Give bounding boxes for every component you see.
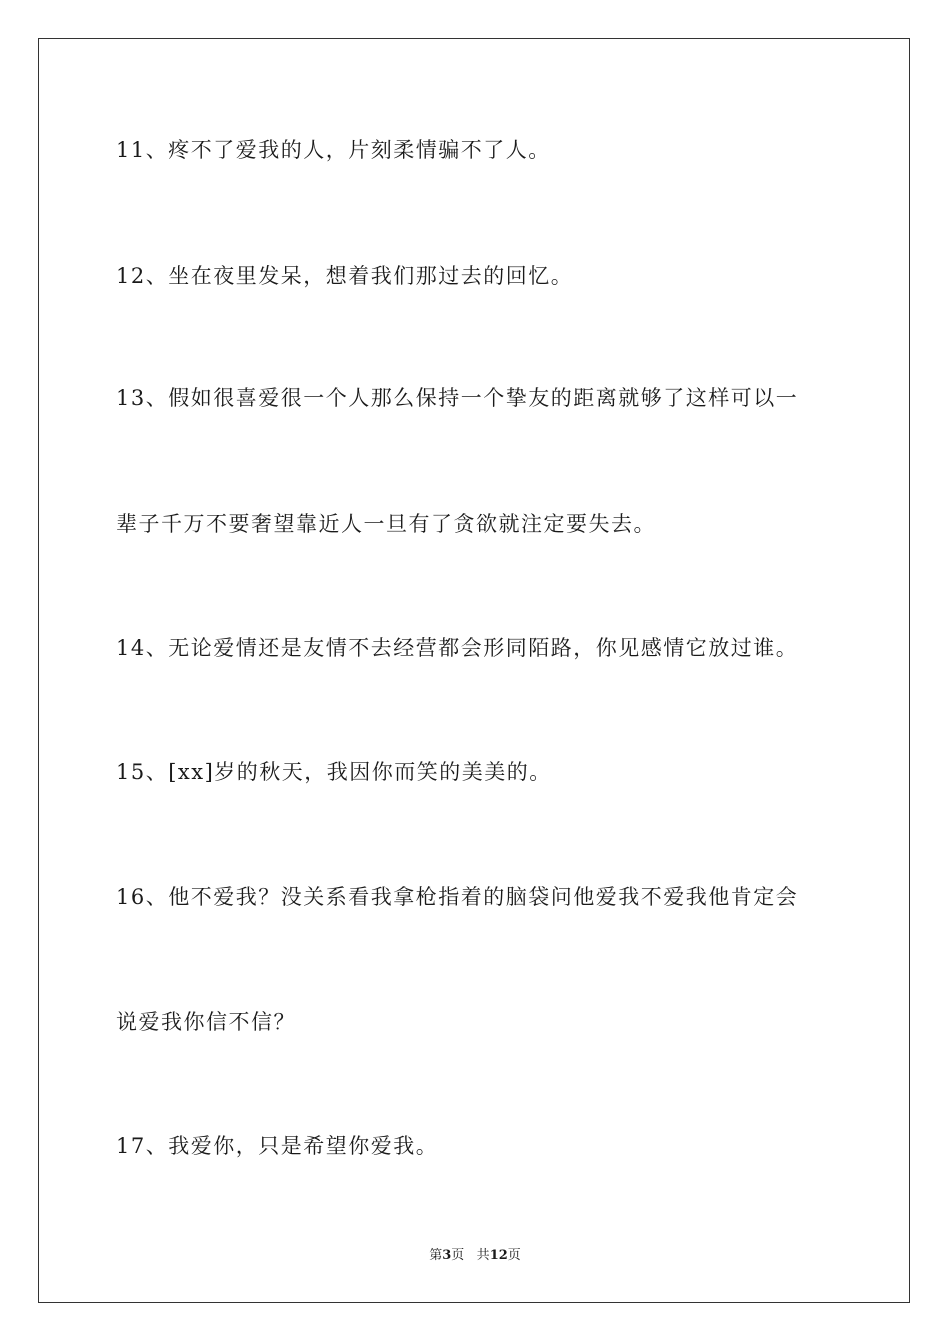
total-pages: 12	[489, 1248, 508, 1263]
text-line-16a: 16、他不爱我？没关系看我拿枪指着的脑袋问他爱我不爱我他肯定会	[116, 885, 799, 909]
text-line-15: 15、[xx]岁的秋天，我因你而笑的美美的。	[116, 760, 552, 784]
page-footer	[0, 1247, 950, 1265]
page-number: 3	[442, 1248, 452, 1263]
total-suffix: 页	[507, 1248, 521, 1263]
page-border	[38, 38, 910, 1303]
text-line-11: 11、疼不了爱我的人，片刻柔情骗不了人。	[116, 138, 551, 162]
text-line-13b: 辈子千万不要奢望靠近人一旦有了贪欲就注定要失去。	[116, 512, 656, 536]
text-line-17: 17、我爱你，只是希望你爱我。	[116, 1134, 439, 1158]
page-prefix: 第	[429, 1248, 443, 1263]
page-suffix: 页	[451, 1248, 465, 1263]
text-line-14: 14、无论爱情还是友情不去经营都会形同陌路，你见感情它放过谁。	[116, 636, 799, 660]
total-prefix: 共	[476, 1248, 490, 1263]
text-line-12: 12、坐在夜里发呆，想着我们那过去的回忆。	[116, 264, 574, 288]
text-line-16b: 说爱我你信不信？	[116, 1010, 296, 1034]
text-line-13a: 13、假如很喜爱很一个人那么保持一个挚友的距离就够了这样可以一	[116, 386, 799, 410]
